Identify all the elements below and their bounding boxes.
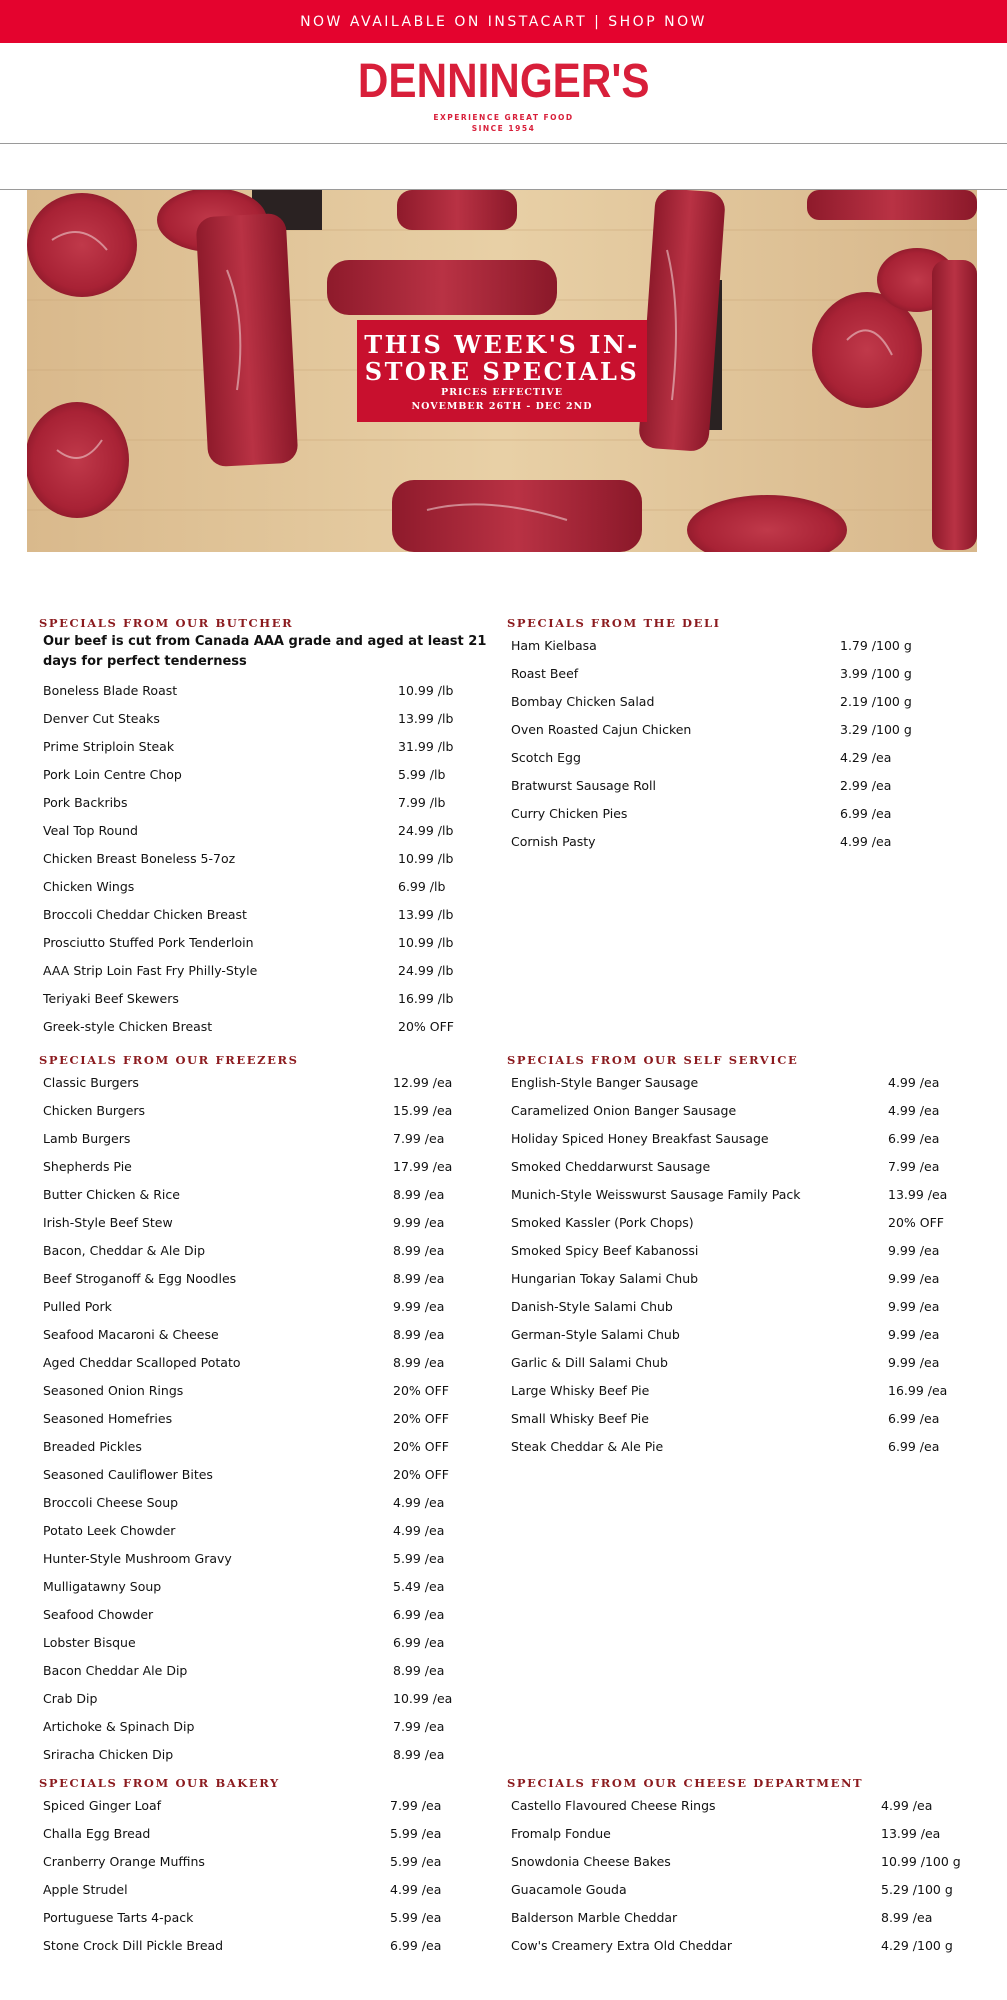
item-name: Seafood Macaroni & Cheese xyxy=(43,1327,219,1342)
item-price: 4.29 /ea xyxy=(840,750,892,765)
item-name: Bacon Cheddar Ale Dip xyxy=(43,1663,188,1678)
item-name: Smoked Cheddarwurst Sausage xyxy=(511,1159,711,1174)
list-item xyxy=(39,1792,499,1820)
section-note: Our beef is cut from Canada AAA grade and aged at least 21 days for perfect tenderness xyxy=(43,634,487,669)
list-item xyxy=(507,1792,977,1820)
item-price: 10.99 /ea xyxy=(393,1691,453,1706)
item-name: Castello Flavoured Cheese Rings xyxy=(511,1798,716,1813)
list-item xyxy=(507,1153,977,1181)
items xyxy=(507,632,977,856)
list-item xyxy=(39,1433,499,1461)
item-price: 8.99 /ea xyxy=(393,1327,445,1342)
announcement-text[interactable]: NOW AVAILABLE ON INSTACART | SHOP NOW xyxy=(300,13,707,30)
item-name: Pork Loin Centre Chop xyxy=(43,767,182,782)
hero-subtitle-line2: NOVEMBER 26TH - DEC 2ND xyxy=(411,401,593,412)
brand-logo[interactable]: DENNINGER'S xyxy=(357,55,650,108)
list-item xyxy=(39,1153,499,1181)
list-item xyxy=(507,660,977,688)
item-price: 4.99 /ea xyxy=(393,1495,445,1510)
item-name: Greek-style Chicken Breast xyxy=(43,1019,213,1034)
list-item xyxy=(507,800,977,828)
item-name: Ham Kielbasa xyxy=(511,638,597,653)
item-price: 16.99 /ea xyxy=(888,1383,948,1398)
item-name: Hungarian Tokay Salami Chub xyxy=(511,1271,699,1286)
item-name: Sriracha Chicken Dip xyxy=(43,1747,174,1762)
item-name: Guacamole Gouda xyxy=(511,1882,627,1897)
brand-since-text: SINCE 1954 xyxy=(471,124,536,133)
item-name: Holiday Spiced Honey Breakfast Sausage xyxy=(511,1131,769,1146)
item-name: Classic Burgers xyxy=(43,1075,139,1090)
list-item xyxy=(39,1601,499,1629)
list-item xyxy=(507,1209,977,1237)
item-price: 8.99 /ea xyxy=(393,1187,445,1202)
list-item xyxy=(39,705,499,733)
item-price: 8.99 /ea xyxy=(393,1271,445,1286)
list-item xyxy=(507,716,977,744)
section-deli xyxy=(507,614,977,856)
item-price: 4.99 /ea xyxy=(393,1523,445,1538)
list-item xyxy=(39,1209,499,1237)
list-item xyxy=(39,1237,499,1265)
item-price: 3.29 /100 g xyxy=(840,722,912,737)
item-price: 8.99 /ea xyxy=(393,1747,445,1762)
item-price: 24.99 /lb xyxy=(398,823,454,838)
item-price: 9.99 /ea xyxy=(393,1215,445,1230)
list-item xyxy=(507,1405,977,1433)
item-price: 6.99 /lb xyxy=(398,879,446,894)
list-item xyxy=(39,1848,499,1876)
item-price: 24.99 /lb xyxy=(398,963,454,978)
item-name: Bombay Chicken Salad xyxy=(511,694,655,709)
list-item xyxy=(39,1321,499,1349)
list-item xyxy=(39,1517,499,1545)
item-name: Crab Dip xyxy=(43,1691,98,1706)
list-item xyxy=(39,1461,499,1489)
list-item xyxy=(507,1237,977,1265)
item-price: 20% OFF xyxy=(393,1439,449,1454)
item-name: Balderson Marble Cheddar xyxy=(511,1910,678,1925)
item-price: 13.99 /lb xyxy=(398,907,454,922)
item-name: Prime Striploin Steak xyxy=(43,739,175,754)
list-item xyxy=(507,1181,977,1209)
item-price: 1.79 /100 g xyxy=(840,638,912,653)
items xyxy=(39,1792,499,1960)
site-header xyxy=(0,43,1007,144)
list-item xyxy=(39,1685,499,1713)
list-item xyxy=(39,1932,499,1960)
item-price: 9.99 /ea xyxy=(888,1299,940,1314)
item-name: Oven Roasted Cajun Chicken xyxy=(511,722,692,737)
item-name: Pulled Pork xyxy=(43,1299,112,1314)
item-name: German-Style Salami Chub xyxy=(511,1327,680,1342)
item-price: 8.99 /ea xyxy=(393,1663,445,1678)
item-name: Spiced Ginger Loaf xyxy=(43,1798,162,1813)
item-price: 7.99 /ea xyxy=(393,1719,445,1734)
list-item xyxy=(507,632,977,660)
section-cheese xyxy=(507,1774,977,1960)
item-price: 4.29 /100 g xyxy=(881,1938,953,1953)
item-name: Steak Cheddar & Ale Pie xyxy=(511,1439,664,1454)
item-price: 6.99 /ea xyxy=(390,1938,442,1953)
items xyxy=(39,1069,499,1769)
item-price: 7.99 /lb xyxy=(398,795,446,810)
list-item xyxy=(39,1377,499,1405)
item-price: 15.99 /ea xyxy=(393,1103,453,1118)
item-price: 20% OFF xyxy=(888,1215,944,1230)
item-name: Lamb Burgers xyxy=(43,1131,131,1146)
item-price: 10.99 /lb xyxy=(398,935,454,950)
item-price: 20% OFF xyxy=(393,1411,449,1426)
item-price: 6.99 /ea xyxy=(840,806,892,821)
item-price: 4.99 /ea xyxy=(881,1798,933,1813)
brand-tagline-text: EXPERIENCE GREAT FOOD xyxy=(433,113,574,122)
item-name: Garlic & Dill Salami Chub xyxy=(511,1355,668,1370)
item-name: Seasoned Cauliflower Bites xyxy=(43,1467,213,1482)
list-item xyxy=(39,1181,499,1209)
item-price: 2.99 /ea xyxy=(840,778,892,793)
item-price: 31.99 /lb xyxy=(398,739,454,754)
list-item xyxy=(507,1848,977,1876)
list-item xyxy=(39,1573,499,1601)
list-item xyxy=(507,1433,977,1461)
list-item xyxy=(507,772,977,800)
list-item xyxy=(507,688,977,716)
item-price: 8.99 /ea xyxy=(393,1243,445,1258)
items xyxy=(39,677,499,1041)
item-price: 9.99 /ea xyxy=(888,1355,940,1370)
section-title: SPECIALS FROM OUR SELF SERVICE xyxy=(507,1053,799,1067)
item-price: 13.99 /lb xyxy=(398,711,454,726)
item-price: 3.99 /100 g xyxy=(840,666,912,681)
item-price: 5.29 /100 g xyxy=(881,1882,953,1897)
item-name: Broccoli Cheddar Chicken Breast xyxy=(43,907,247,922)
item-price: 16.99 /lb xyxy=(398,991,454,1006)
item-price: 6.99 /ea xyxy=(393,1607,445,1622)
list-item xyxy=(39,1349,499,1377)
item-name: Broccoli Cheese Soup xyxy=(43,1495,179,1510)
section-self-service xyxy=(507,1051,977,1461)
item-name: Caramelized Onion Banger Sausage xyxy=(511,1103,737,1118)
item-price: 10.99 /lb xyxy=(398,851,454,866)
list-item xyxy=(39,1125,499,1153)
item-name: Small Whisky Beef Pie xyxy=(511,1411,649,1426)
item-name: Seafood Chowder xyxy=(43,1607,154,1622)
list-item xyxy=(507,744,977,772)
list-item xyxy=(507,1876,977,1904)
nav-bar xyxy=(0,144,1007,190)
item-price: 7.99 /ea xyxy=(888,1159,940,1174)
item-name: Prosciutto Stuffed Pork Tenderloin xyxy=(43,935,254,950)
item-price: 2.19 /100 g xyxy=(840,694,912,709)
item-name: Artichoke & Spinach Dip xyxy=(43,1719,195,1734)
item-name: Snowdonia Cheese Bakes xyxy=(511,1854,671,1869)
items xyxy=(507,1792,977,1960)
item-name: Chicken Wings xyxy=(43,879,135,894)
item-name: English-Style Banger Sausage xyxy=(511,1075,699,1090)
hero-title-line1: THIS WEEK'S IN- xyxy=(364,330,640,359)
item-price: 6.99 /ea xyxy=(888,1439,940,1454)
item-name: Teriyaki Beef Skewers xyxy=(43,991,179,1006)
item-name: Smoked Kassler (Pork Chops) xyxy=(511,1215,694,1230)
brand-tagline xyxy=(433,112,573,134)
item-name: Stone Crock Dill Pickle Bread xyxy=(43,1938,224,1953)
list-item xyxy=(507,1265,977,1293)
list-item xyxy=(39,1405,499,1433)
item-name: Portuguese Tarts 4-pack xyxy=(43,1910,194,1925)
item-price: 5.99 /ea xyxy=(390,1910,442,1925)
list-item xyxy=(39,733,499,761)
item-price: 9.99 /ea xyxy=(888,1243,940,1258)
item-price: 5.99 /ea xyxy=(390,1826,442,1841)
list-item xyxy=(39,1013,499,1041)
item-price: 7.99 /ea xyxy=(393,1131,445,1146)
item-name: Veal Top Round xyxy=(43,823,138,838)
list-item xyxy=(39,985,499,1013)
item-price: 6.99 /ea xyxy=(888,1131,940,1146)
item-price: 5.99 /lb xyxy=(398,767,446,782)
list-item xyxy=(39,817,499,845)
list-item xyxy=(39,1545,499,1573)
list-item xyxy=(507,1377,977,1405)
items xyxy=(507,1069,977,1461)
item-name: Shepherds Pie xyxy=(43,1159,132,1174)
item-name: Seasoned Homefries xyxy=(43,1411,173,1426)
list-item xyxy=(39,1293,499,1321)
item-name: Denver Cut Steaks xyxy=(43,711,160,726)
list-item xyxy=(507,1321,977,1349)
item-price: 5.49 /ea xyxy=(393,1579,445,1594)
item-name: Danish-Style Salami Chub xyxy=(511,1299,673,1314)
item-name: Potato Leek Chowder xyxy=(43,1523,176,1538)
list-item xyxy=(39,1876,499,1904)
item-price: 6.99 /ea xyxy=(393,1635,445,1650)
list-item xyxy=(507,1069,977,1097)
list-item xyxy=(507,1932,977,1960)
item-name: Beef Stroganoff & Egg Noodles xyxy=(43,1271,237,1286)
item-name: AAA Strip Loin Fast Fry Philly-Style xyxy=(43,963,258,978)
announcement-bar[interactable] xyxy=(0,0,1007,43)
item-price: 20% OFF xyxy=(393,1467,449,1482)
item-name: Scotch Egg xyxy=(511,750,581,765)
item-name: Smoked Spicy Beef Kabanossi xyxy=(511,1243,699,1258)
list-item xyxy=(39,1713,499,1741)
list-item xyxy=(39,1097,499,1125)
item-price: 5.99 /ea xyxy=(393,1551,445,1566)
hero-title-line2: STORE SPECIALS xyxy=(364,357,640,386)
list-item xyxy=(39,845,499,873)
section-title: SPECIALS FROM OUR BAKERY xyxy=(39,1776,280,1790)
item-name: Cow's Creamery Extra Old Cheddar xyxy=(511,1938,733,1953)
specials-banner xyxy=(357,320,647,422)
item-name: Roast Beef xyxy=(511,666,579,681)
list-item xyxy=(39,901,499,929)
item-name: Boneless Blade Roast xyxy=(43,683,178,698)
item-price: 6.99 /ea xyxy=(888,1411,940,1426)
list-item xyxy=(39,677,499,705)
item-name: Lobster Bisque xyxy=(43,1635,136,1650)
list-item xyxy=(39,1489,499,1517)
item-name: Munich-Style Weisswurst Sausage Family Pack xyxy=(511,1187,801,1202)
section-title: SPECIALS FROM OUR BUTCHER xyxy=(39,616,294,630)
item-name: Challa Egg Bread xyxy=(43,1826,151,1841)
item-name: Chicken Breast Boneless 5-7oz xyxy=(43,851,236,866)
list-item xyxy=(507,828,977,856)
item-price: 9.99 /ea xyxy=(393,1299,445,1314)
list-item xyxy=(39,761,499,789)
list-item xyxy=(39,789,499,817)
list-item xyxy=(39,1820,499,1848)
item-name: Large Whisky Beef Pie xyxy=(511,1383,650,1398)
item-name: Seasoned Onion Rings xyxy=(43,1383,184,1398)
section-title: SPECIALS FROM OUR CHEESE DEPARTMENT xyxy=(507,1776,864,1790)
item-name: Bacon, Cheddar & Ale Dip xyxy=(43,1243,206,1258)
item-price: 13.99 /ea xyxy=(888,1187,948,1202)
list-item xyxy=(507,1097,977,1125)
list-item xyxy=(507,1293,977,1321)
section-butcher xyxy=(39,614,499,1041)
section-title: SPECIALS FROM THE DELI xyxy=(507,616,721,630)
item-name: Cranberry Orange Muffins xyxy=(43,1854,205,1869)
item-price: 17.99 /ea xyxy=(393,1159,453,1174)
item-price: 4.99 /ea xyxy=(888,1075,940,1090)
list-item xyxy=(507,1125,977,1153)
item-name: Hunter-Style Mushroom Gravy xyxy=(43,1551,232,1566)
list-item xyxy=(39,1741,499,1769)
item-price: 9.99 /ea xyxy=(888,1271,940,1286)
item-price: 20% OFF xyxy=(398,1019,454,1034)
item-price: 4.99 /ea xyxy=(888,1103,940,1118)
item-name: Butter Chicken & Rice xyxy=(43,1187,180,1202)
item-name: Cornish Pasty xyxy=(511,834,596,849)
item-name: Irish-Style Beef Stew xyxy=(43,1215,173,1230)
item-name: Breaded Pickles xyxy=(43,1439,142,1454)
section-bakery xyxy=(39,1774,499,1960)
item-price: 10.99 /lb xyxy=(398,683,454,698)
item-name: Fromalp Fondue xyxy=(511,1826,611,1841)
item-price: 5.99 /ea xyxy=(390,1854,442,1869)
item-price: 7.99 /ea xyxy=(390,1798,442,1813)
item-name: Chicken Burgers xyxy=(43,1103,146,1118)
specials-list xyxy=(0,552,1007,1952)
item-price: 12.99 /ea xyxy=(393,1075,453,1090)
item-price: 13.99 /ea xyxy=(881,1826,941,1841)
item-price: 8.99 /ea xyxy=(881,1910,933,1925)
hero-banner xyxy=(27,190,977,552)
section-title: SPECIALS FROM OUR FREEZERS xyxy=(39,1053,299,1067)
item-price: 9.99 /ea xyxy=(888,1327,940,1342)
list-item xyxy=(39,1904,499,1932)
item-name: Apple Strudel xyxy=(43,1882,128,1897)
list-item xyxy=(39,929,499,957)
item-price: 4.99 /ea xyxy=(390,1882,442,1897)
list-item xyxy=(39,957,499,985)
hero-subtitle-line1: PRICES EFFECTIVE xyxy=(440,387,564,398)
list-item xyxy=(507,1904,977,1932)
item-name: Curry Chicken Pies xyxy=(511,806,628,821)
item-name: Mulligatawny Soup xyxy=(43,1579,162,1594)
item-price: 20% OFF xyxy=(393,1383,449,1398)
item-price: 4.99 /ea xyxy=(840,834,892,849)
item-price: 10.99 /100 g xyxy=(881,1854,961,1869)
list-item xyxy=(39,1657,499,1685)
item-price: 8.99 /ea xyxy=(393,1355,445,1370)
list-item xyxy=(39,1069,499,1097)
list-item xyxy=(39,1265,499,1293)
list-item xyxy=(507,1820,977,1848)
list-item xyxy=(39,873,499,901)
item-name: Pork Backribs xyxy=(43,795,128,810)
list-item xyxy=(507,1349,977,1377)
section-freezers xyxy=(39,1051,499,1769)
list-item xyxy=(39,1629,499,1657)
item-name: Bratwurst Sausage Roll xyxy=(511,778,656,793)
item-name: Aged Cheddar Scalloped Potato xyxy=(43,1355,241,1370)
